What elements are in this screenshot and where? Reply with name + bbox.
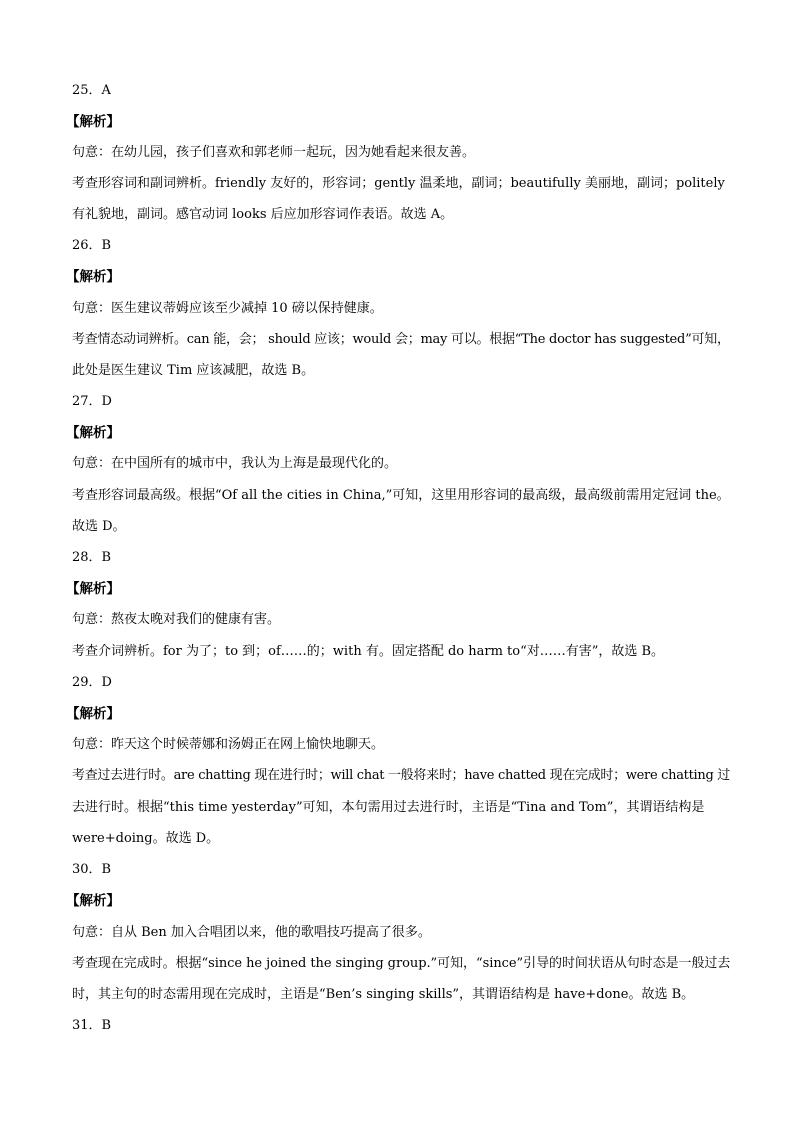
question-28-answer: 28．B [72, 550, 112, 565]
question-30-analysis-heading: 【解析】 [66, 893, 120, 909]
question-31-answer: 31．B [72, 1018, 112, 1033]
question-25-analysis-line-1: 考查形容词和副词辨析。friendly 友好的，形容词；gently 温柔地，副词；beautifully 美丽地，副词；politely [72, 176, 725, 191]
question-29-analysis-heading: 【解析】 [66, 706, 120, 722]
question-29-analysis-line-2: 去进行时。根据“this time yesterday”可知，本句需用过去进行时，主语是“Tina and Tom”，其谓语结构是 [72, 800, 705, 815]
question-29-meaning: 句意：昨天这个时候蒂娜和汤姆正在网上愉快地聊天。 [72, 737, 385, 752]
question-25-analysis-heading: 【解析】 [66, 114, 120, 130]
question-28-meaning: 句意：熬夜太晚对我们的健康有害。 [72, 612, 281, 627]
question-25-answer: 25．A [72, 83, 111, 98]
question-28-analysis-line-1: 考查介词辨析。for 为了；to 到；of……的；with 有。固定搭配 do harm to“对……有害”，故选 B。 [72, 644, 665, 659]
question-27-answer: 27．D [72, 394, 112, 409]
question-27-analysis-line-2: 故选 D。 [72, 519, 126, 534]
question-26-analysis-line-2: 此处是医生建议 Tim 应该减肥，故选 B。 [72, 363, 315, 378]
question-25-analysis-line-2: 有礼貌地，副词。感官动词 looks 后应加形容词作表语。故选 A。 [72, 207, 454, 222]
question-29-answer: 29．D [72, 675, 112, 690]
question-26-analysis-heading: 【解析】 [66, 269, 120, 285]
question-27-analysis-heading: 【解析】 [66, 425, 120, 441]
question-27-analysis-line-1: 考查形容词最高级。根据“Of all the cities in China,”可知，这里用形容词的最高级，最高级前需用定冠词 the。 [72, 488, 730, 503]
question-29-analysis-line-1: 考查过去进行时。are chatting 现在进行时；will chat 一般将来时；have chatted 现在完成时；were chatting 过 [72, 768, 731, 783]
question-30-analysis-line-1: 考查现在完成时。根据“since he joined the singing group.”可知，“since”引导的时间状语从句时态是一般过去 [72, 956, 731, 971]
question-26-answer: 26．B [72, 238, 112, 253]
question-26-analysis-line-1: 考查情态动词辨析。can 能，会； should 应该；would 会；may 可以。根据“The doctor has suggested”可知， [72, 332, 730, 347]
question-25-meaning: 句意：在幼儿园，孩子们喜欢和郭老师一起玩，因为她看起来很友善。 [72, 145, 476, 160]
question-30-answer: 30．B [72, 862, 112, 877]
question-30-analysis-line-2: 时，其主句的时态需用现在完成时，主语是“Ben’s singing skills”，其谓语结构是 have+done。故选 B。 [72, 987, 695, 1002]
question-29-analysis-line-3: were+doing。故选 D。 [72, 831, 220, 846]
question-26-meaning: 句意：医生建议蒂姆应该至少减掉 10 磅以保持健康。 [72, 301, 383, 316]
question-30-meaning: 句意：自从 Ben 加入合唱团以来，他的歌唱技巧提高了很多。 [72, 925, 431, 940]
question-27-meaning: 句意：在中国所有的城市中，我认为上海是最现代化的。 [72, 456, 398, 471]
question-28-analysis-heading: 【解析】 [66, 581, 120, 597]
